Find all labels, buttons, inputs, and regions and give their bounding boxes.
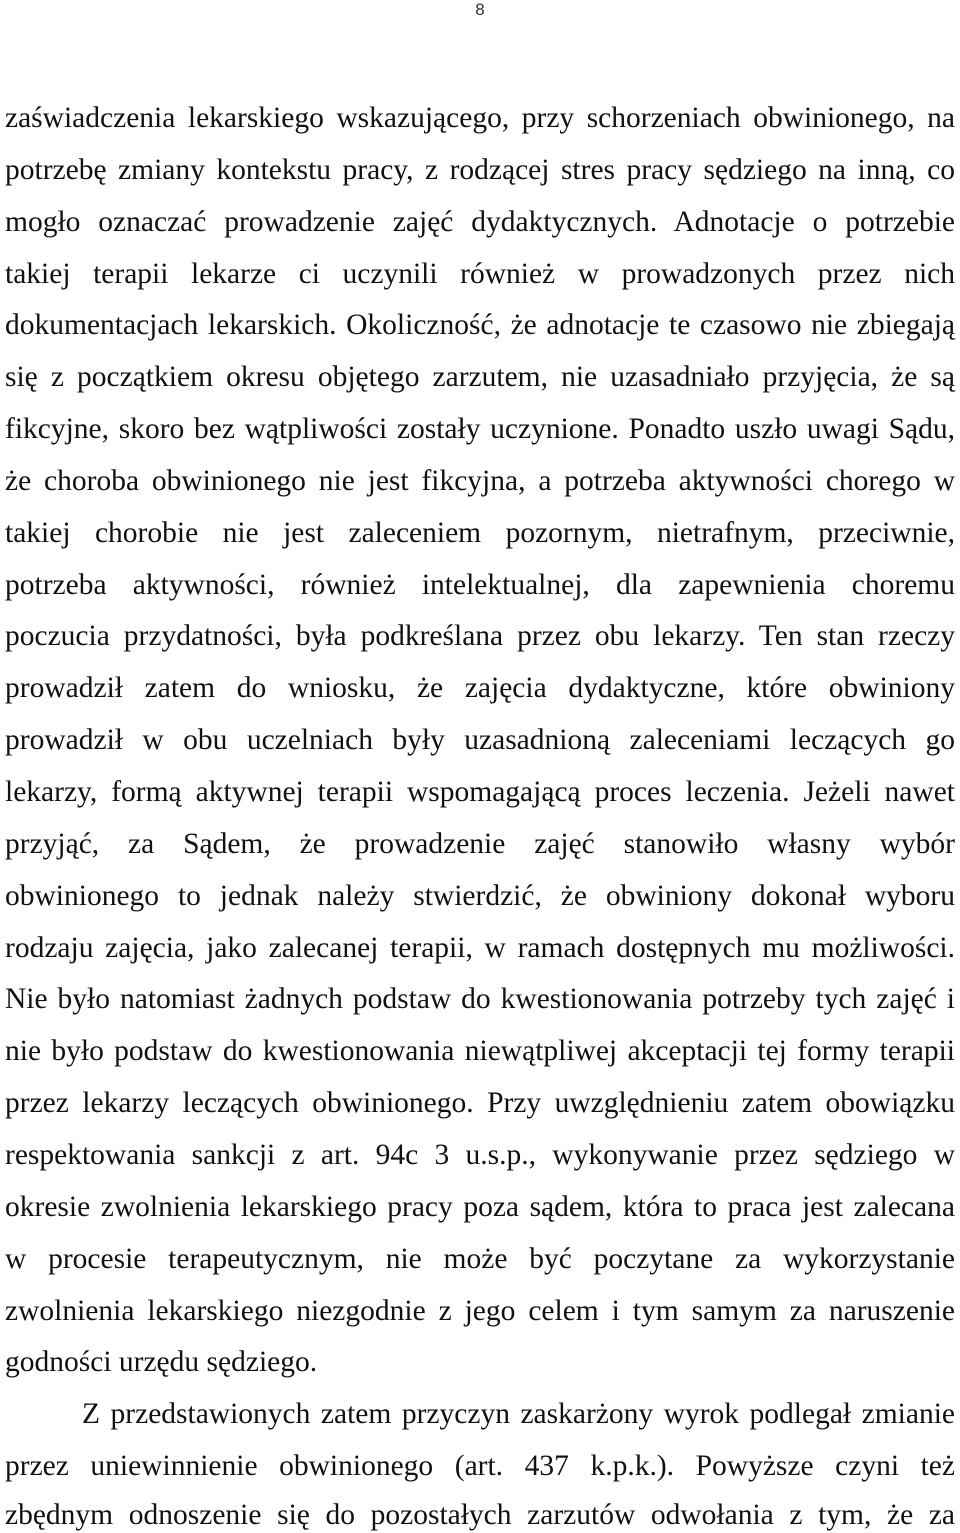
text-line: się z początkiem okresu objętego zarzutem, nie uzasadniało przyjęcia, że są: [5, 361, 955, 393]
text-line: że choroba obwinionego nie jest fikcyjna, a potrzeba aktywności chorego w: [5, 465, 955, 497]
text-line: okresie zwolnienia lekarskiego pracy poza sądem, która to praca jest zalecana: [5, 1191, 955, 1223]
text-line: Nie było natomiast żadnych podstaw do kwestionowania potrzeby tych zajęć i: [5, 983, 955, 1015]
text-line: nie było podstaw do kwestionowania niewątpliwej akceptacji tej formy terapii: [5, 1035, 955, 1067]
text-line: przyjąć, za Sądem, że prowadzenie zajęć stanowiło własny wybór: [5, 828, 955, 860]
text-line: fikcyjne, skoro bez wątpliwości zostały uczynione. Ponadto uszło uwagi Sądu,: [5, 413, 955, 445]
text-line: Z przedstawionych zatem przyczyn zaskarżony wyrok podlegał zmianie: [82, 1398, 955, 1430]
text-line: prowadził zatem do wniosku, że zajęcia dydaktyczne, które obwiniony: [5, 672, 955, 704]
text-line: mogło oznaczać prowadzenie zajęć dydaktycznych. Adnotacje o potrzebie: [5, 206, 955, 238]
text-line: rodzaju zajęcia, jako zalecanej terapii, w ramach dostępnych mu możliwości.: [5, 932, 955, 964]
text-line: przez lekarzy leczących obwinionego. Przy uwzględnieniu zatem obowiązku: [5, 1087, 955, 1119]
text-line: prowadził w obu uczelniach były uzasadnioną zaleceniami leczących go: [5, 724, 955, 756]
text-line: zbędnym odnoszenie się do pozostałych zarzutów odwołania z tym, że za: [5, 1499, 955, 1531]
text-line: lekarzy, formą aktywnej terapii wspomagającą proces leczenia. Jeżeli nawet: [5, 776, 955, 808]
text-line: takiej terapii lekarze ci uczynili również w prowadzonych przez nich: [5, 258, 955, 290]
text-line: zaświadczenia lekarskiego wskazującego, przy schorzeniach obwinionego, na: [5, 102, 955, 134]
text-line: w procesie terapeutycznym, nie może być poczytane za wykorzystanie: [5, 1243, 955, 1275]
text-line: takiej chorobie nie jest zaleceniem pozornym, nietrafnym, przeciwnie,: [5, 517, 955, 549]
text-line: obwinionego to jednak należy stwierdzić, że obwiniony dokonał wyboru: [5, 880, 955, 912]
text-line: zwolnienia lekarskiego niezgodnie z jego celem i tym samym za naruszenie: [5, 1295, 955, 1327]
text-line: potrzeba aktywności, również intelektualnej, dla zapewnienia choremu: [5, 569, 955, 601]
text-line: potrzebę zmiany kontekstu pracy, z rodzącej stres pracy sędziego na inną, co: [5, 154, 955, 186]
page-number: 8: [475, 0, 485, 19]
text-line: poczucia przydatności, była podkreślana przez obu lekarzy. Ten stan rzeczy: [5, 620, 955, 652]
text-line: dokumentacjach lekarskich. Okoliczność, że adnotacje te czasowo nie zbiegają: [5, 309, 955, 341]
text-line: respektowania sankcji z art. 94c 3 u.s.p., wykonywanie przez sędziego w: [5, 1139, 955, 1171]
text-line: godności urzędu sędziego.: [5, 1346, 318, 1378]
text-line: przez uniewinnienie obwinionego (art. 437 k.p.k.). Powyższe czyni też: [5, 1450, 955, 1482]
